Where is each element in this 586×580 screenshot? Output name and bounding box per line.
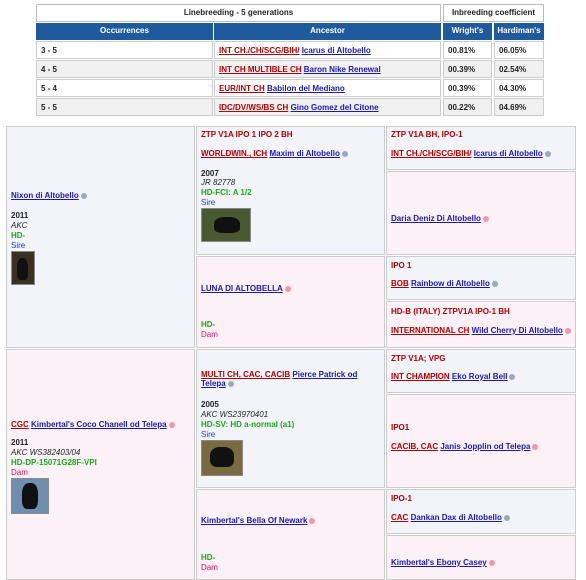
dsd-link[interactable]: Janis Jopplin od Telepa [440, 442, 531, 451]
ds-link[interactable]: Pierce Patrick od Telepa [201, 370, 358, 388]
table-row-ancestor[interactable] [214, 79, 441, 97]
sds-entry[interactable] [391, 279, 498, 288]
ddd-link[interactable]: Kimbertal's Ebony Casey [391, 558, 487, 567]
pedigree-dsd-box [386, 394, 576, 488]
linebreeding-title: Linebreeding - 5 generations [36, 4, 441, 22]
dam-registry: AKC WS382403/04 [11, 448, 81, 457]
sire-entry[interactable] [11, 191, 87, 200]
pedigree-ds-box [196, 349, 385, 488]
dam-year: 2011 [11, 438, 29, 447]
table-row-occ: 5 - 5 [36, 98, 213, 116]
dam-entry[interactable] [11, 420, 175, 429]
sire-role: Sire [11, 241, 26, 250]
female-icon [285, 286, 291, 292]
wright-value: 00.81% [443, 41, 492, 59]
sd-link[interactable]: LUNA DI ALTOBELLA [201, 284, 283, 293]
hardiman-value: 06.05% [494, 41, 544, 59]
ds-registry: AKC WS23970401 [201, 410, 269, 419]
table-row-ancestor[interactable] [214, 98, 441, 116]
ds-health: HD-SV: HD a-normal (a1) [201, 420, 295, 429]
dss-entry[interactable] [391, 372, 515, 381]
sdd-entry[interactable] [391, 326, 571, 335]
female-icon [489, 560, 495, 566]
sire-health: HD- [11, 231, 26, 240]
ancestor-link[interactable]: Babilon del Mediano [267, 84, 345, 93]
hardiman-value: 04.69% [494, 98, 544, 116]
sire-registry: AKC [11, 221, 28, 230]
ds-titles[interactable]: MULTI CH, CAC, CACIB [201, 370, 291, 379]
ds-entry[interactable] [201, 370, 376, 388]
dam-role: Dam [11, 468, 28, 477]
ds-year: 2005 [201, 400, 219, 409]
sdd-titles[interactable]: INTERNATIONAL CH [391, 326, 470, 335]
col-hardiman: Hardiman's [494, 23, 544, 40]
dsd-titles[interactable]: CACIB, CAC [391, 442, 439, 451]
male-icon [504, 515, 510, 521]
male-icon [492, 281, 498, 287]
ds-photo[interactable] [201, 440, 243, 476]
pedigree-dd-box [196, 489, 385, 580]
sire-photo[interactable] [11, 251, 35, 285]
table-row-ancestor[interactable] [214, 60, 441, 78]
female-icon [169, 422, 175, 428]
sss-titles-top: ZTP V1A BH, IPO-1 [391, 130, 463, 139]
dd-link[interactable]: Kimbertal's Bella Of Newark [201, 516, 308, 525]
pedigree-sd-box [196, 256, 385, 348]
ancestor-titles[interactable]: INT CH./CH/SCG/BIH/ [219, 46, 300, 55]
pedigree-ssd-box [386, 171, 576, 255]
sd-entry[interactable] [201, 284, 291, 293]
sds-titles-top: IPO 1 [391, 261, 412, 270]
sss-link[interactable]: Icarus di Altobello [473, 149, 543, 158]
hardiman-value: 04.30% [494, 79, 544, 97]
dss-link[interactable]: Eko Royal Bell [451, 372, 508, 381]
hardiman-value: 02.54% [494, 60, 544, 78]
ss-titles-top: ZTP V1A IPO 1 IPO 2 BH [201, 130, 293, 139]
dd-entry[interactable] [201, 516, 315, 525]
sd-health: HD- [201, 320, 216, 329]
ancestor-link[interactable]: Baron Nike Renewal [303, 65, 381, 74]
female-icon [483, 216, 489, 222]
pedigree-sds-box [386, 256, 576, 300]
sd-role: Dam [201, 330, 218, 339]
sire-year: 2011 [11, 211, 29, 220]
pedigree-dss-box [386, 349, 576, 393]
pedigree-sire-box [6, 126, 195, 348]
dd-health: HD- [201, 553, 216, 562]
sds-link[interactable]: Rainbow di Altobello [411, 279, 490, 288]
ss-photo[interactable] [201, 208, 251, 242]
pedigree-dam-box [6, 349, 195, 580]
dds-link[interactable]: Dankan Dax di Altobello [410, 513, 502, 522]
female-icon [565, 328, 571, 334]
male-icon [545, 151, 551, 157]
ss-role: Sire [201, 198, 216, 207]
ss-titles[interactable]: WORLDWIN., ICH [201, 149, 268, 158]
pedigree-ddd-box [386, 535, 576, 580]
table-row-ancestor[interactable] [214, 41, 441, 59]
dsd-entry[interactable] [391, 442, 538, 451]
table-row-occ: 3 - 5 [36, 41, 213, 59]
ds-role: Sire [201, 430, 216, 439]
male-icon [342, 151, 348, 157]
col-wright: Wright's [443, 23, 492, 40]
wright-value: 00.39% [443, 79, 492, 97]
ss-entry[interactable] [201, 149, 348, 158]
sdd-link[interactable]: Wild Cherry Di Altobello [471, 326, 563, 335]
col-ancestor: Ancestor [214, 23, 441, 40]
wright-value: 00.39% [443, 60, 492, 78]
sss-entry[interactable] [391, 149, 551, 158]
pedigree-ss-box [196, 126, 385, 255]
pedigree-dds-box [386, 489, 576, 534]
dam-titles[interactable]: CGC [11, 420, 29, 429]
sire-link[interactable]: Nixon di Altobello [11, 191, 79, 200]
dss-titles-top: ZTP V1A; VPG [391, 354, 446, 363]
dds-entry[interactable] [391, 513, 510, 522]
female-icon [532, 444, 538, 450]
dss-titles[interactable]: INT CHAMPION [391, 372, 450, 381]
dam-health: HD-DP-15071G28F-VPI [11, 458, 97, 467]
ss-year: 2007 [201, 169, 219, 178]
col-occurrences: Occurrences [36, 23, 213, 40]
table-row-occ: 4 - 5 [36, 60, 213, 78]
male-icon [509, 374, 515, 380]
dds-titles[interactable]: CAC [391, 513, 409, 522]
pedigree-sss-box [386, 126, 576, 170]
male-icon [228, 381, 234, 387]
male-icon [81, 193, 87, 199]
ancestor-titles[interactable]: IDC/DV/WS/BS CH [219, 103, 289, 112]
wright-value: 00.22% [443, 98, 492, 116]
dam-photo[interactable] [11, 478, 49, 514]
ancestor-titles[interactable]: EUR/INT CH [219, 84, 265, 93]
ssd-entry[interactable] [391, 214, 489, 223]
pedigree-sdd-box [386, 301, 576, 348]
sdd-titles-top: HD-B (ITALY) ZTPV1A IPO-1 BH [391, 307, 510, 316]
ancestor-link[interactable]: Icarus di Altobello [301, 46, 371, 55]
dsd-titles-top: IPO1 [391, 423, 410, 432]
ancestor-titles[interactable]: INT CH MULTIBLE CH [219, 65, 302, 74]
ssd-link[interactable]: Daria Deniz Di Altobello [391, 214, 481, 223]
female-icon [309, 518, 315, 524]
ss-link[interactable]: Maxim di Altobello [269, 149, 340, 158]
table-row-occ: 5 - 4 [36, 79, 213, 97]
dd-role: Dam [201, 563, 218, 572]
sds-titles[interactable]: BOB [391, 279, 409, 288]
dds-titles-top: IPO-1 [391, 494, 412, 503]
ancestor-link[interactable]: Gino Gomez del Citone [290, 103, 379, 112]
inbreeding-title: Inbreeding coefficient [443, 4, 544, 22]
dam-link[interactable]: Kimbertal's Coco Chanell od Telepa [31, 420, 167, 429]
ss-health: HD-FCI: A 1/2 [201, 188, 252, 197]
ddd-entry[interactable] [391, 558, 495, 567]
ss-registry: JR 82778 [201, 178, 236, 187]
sss-titles[interactable]: INT CH./CH/SCG/BIH/ [391, 149, 472, 158]
